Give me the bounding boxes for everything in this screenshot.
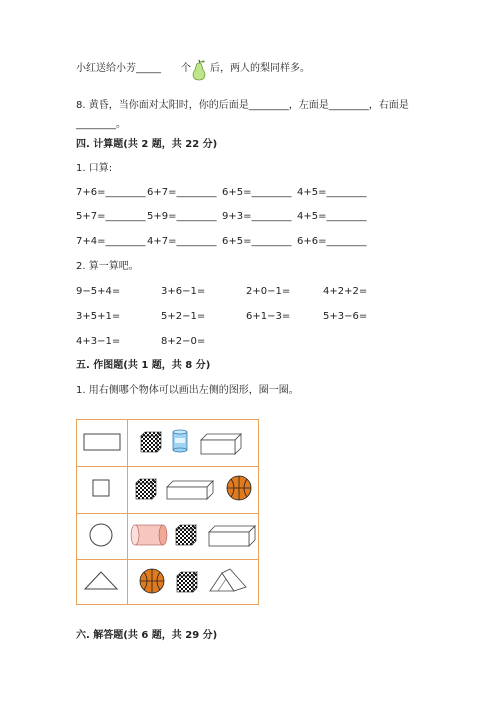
calc1-item: 5+7=________ — [76, 211, 146, 222]
cube-icon — [141, 432, 161, 452]
circle-icon — [90, 524, 112, 546]
q8-line1: 8. 黄昏，当你面对太阳时，你的后面是________，左面是________，右面是 — [76, 100, 409, 111]
cube-icon — [176, 525, 196, 545]
section-6-title: 六. 解答题(共 6 题，共 29 分) — [76, 630, 218, 641]
calc1-item: 7+4=________ — [76, 236, 146, 247]
sec5-q1-text: 1. 用右侧哪个物体可以画出左侧的图形，圈一圈。 — [76, 385, 299, 396]
basketball-icon — [227, 476, 251, 500]
triangular-prism-icon — [210, 569, 246, 591]
calc1-item: 4+5=________ — [297, 187, 367, 198]
calc2-item: 5+2−1= — [161, 311, 206, 322]
cuboid-icon — [201, 434, 241, 454]
calc1-item: 6+7=________ — [147, 187, 217, 198]
calc1-item: 7+6=________ — [76, 187, 146, 198]
q7-text-after: 后，两人的梨同样多。 — [210, 63, 310, 74]
q7-text-before: 小红送给小芳_____ 个 — [76, 63, 191, 74]
calc1-item: 6+6=________ — [297, 236, 367, 247]
calc2-item: 4+2+2= — [323, 286, 368, 297]
calc2-item: 3+6−1= — [161, 286, 206, 297]
calc2-item: 6+1−3= — [246, 311, 291, 322]
section-5-title: 五. 作图题(共 1 题，共 8 分) — [76, 360, 211, 371]
calc2-item: 9−5+4= — [76, 286, 121, 297]
section-4-title: 四. 计算题(共 2 题，共 22 分) — [76, 139, 218, 150]
cylinder-cup-icon — [173, 430, 187, 452]
pear-icon — [190, 58, 208, 82]
square-icon — [93, 480, 109, 496]
figure-grid-drawings — [76, 419, 259, 605]
cylinder-icon — [131, 525, 167, 545]
basketball-icon — [140, 569, 164, 593]
cuboid-icon — [209, 526, 255, 546]
calc2-item: 4+3−1= — [76, 336, 121, 347]
triangle-icon — [85, 572, 117, 589]
calc1-item: 4+7=________ — [147, 236, 217, 247]
cube-icon — [177, 572, 197, 592]
cuboid-icon — [167, 481, 213, 499]
calc2-item: 3+5+1= — [76, 311, 121, 322]
calc2-label: 2. 算一算吧。 — [76, 261, 139, 272]
q8-line2: ________。 — [76, 119, 126, 130]
calc2-item: 2+0−1= — [246, 286, 291, 297]
calc2-item: 5+3−6= — [323, 311, 368, 322]
calc1-label: 1. 口算: — [76, 163, 113, 174]
calc2-item: 8+2−0= — [161, 336, 206, 347]
calc1-item: 6+5=________ — [222, 236, 292, 247]
rectangle-icon — [84, 434, 120, 450]
calc1-item: 5+9=________ — [147, 211, 217, 222]
cube-icon — [136, 479, 156, 499]
calc1-item: 4+5=________ — [297, 211, 367, 222]
calc1-item: 6+5=________ — [222, 187, 292, 198]
calc1-item: 9+3=________ — [222, 211, 292, 222]
